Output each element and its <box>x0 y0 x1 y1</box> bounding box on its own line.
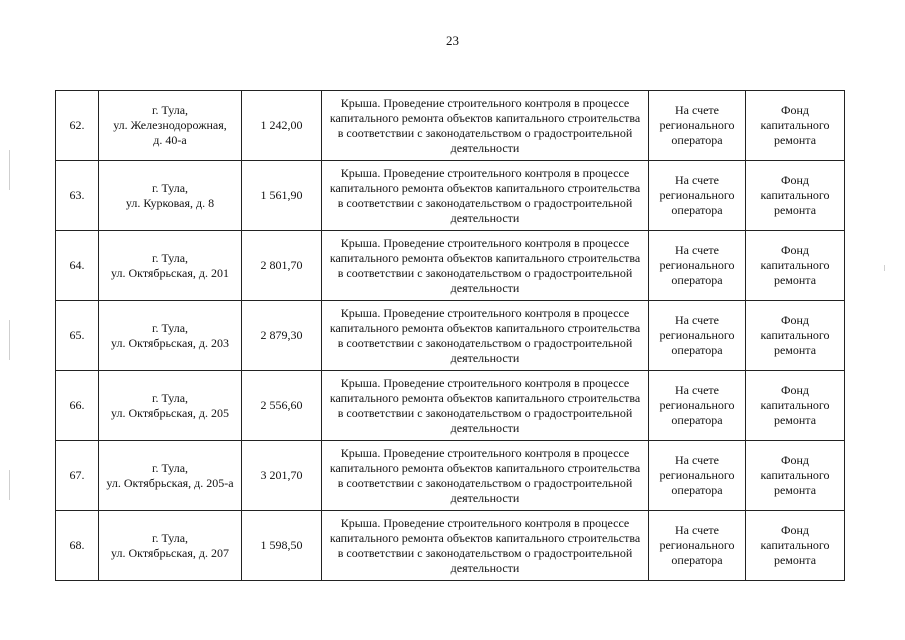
row-number: 63. <box>56 161 99 231</box>
table-row <box>56 91 845 161</box>
funding-source-cell <box>746 441 845 511</box>
source-line-3: ремонта <box>773 273 817 287</box>
account-line-2: регионального <box>659 188 735 202</box>
address-cell <box>99 161 242 231</box>
account-line-2: регионального <box>659 328 735 342</box>
area-cell: 1 561,90 <box>242 161 322 231</box>
row-number: 68. <box>56 511 99 581</box>
area-cell: 2 556,60 <box>242 371 322 441</box>
account-line-1: На счете <box>674 313 719 327</box>
source-line-1: Фонд <box>780 313 809 327</box>
source-line-2: капитального <box>760 468 830 482</box>
address-cell <box>99 301 242 371</box>
area-cell: 2 801,70 <box>242 231 322 301</box>
address-city: г. Тула, <box>151 250 189 265</box>
account-cell <box>649 91 746 161</box>
work-description-cell: Крыша. Проведение строительного контроля в процессе капитального ремонта объектов капитального строительства в соответствии с законодательством о градостроительной деятельности <box>322 511 649 581</box>
table-row <box>56 371 845 441</box>
address-street: ул. Октябрьская, д. 205 <box>111 405 229 420</box>
account-cell <box>649 161 746 231</box>
funding-source-cell <box>746 371 845 441</box>
repair-works-table <box>55 90 845 581</box>
source-line-2: капитального <box>760 398 830 412</box>
area-cell: 3 201,70 <box>242 441 322 511</box>
address-city: г. Тула, <box>151 180 189 195</box>
address-street: ул. Октябрьская, д. 203 <box>111 335 229 350</box>
funding-source-cell <box>746 301 845 371</box>
account-line-2: регионального <box>659 398 735 412</box>
funding-source-cell <box>746 231 845 301</box>
address-street: ул. Курковая, д. 8 <box>125 195 215 210</box>
source-line-1: Фонд <box>780 523 809 537</box>
page-number: 23 <box>446 33 459 48</box>
source-line-3: ремонта <box>773 203 817 217</box>
scan-mark-right-1 <box>884 265 885 271</box>
table-row <box>56 161 845 231</box>
account-cell <box>649 301 746 371</box>
source-line-1: Фонд <box>780 453 809 467</box>
account-line-3: оператора <box>671 273 723 287</box>
scan-mark-left-2 <box>9 320 10 360</box>
address-cell <box>99 231 242 301</box>
account-line-1: На счете <box>674 523 719 537</box>
work-description-cell: Крыша. Проведение строительного контроля в процессе капитального ремонта объектов капитального строительства в соответствии с законодательством о градостроительной деятельности <box>322 161 649 231</box>
source-line-1: Фонд <box>780 173 809 187</box>
source-line-1: Фонд <box>780 243 809 257</box>
table-row <box>56 301 845 371</box>
account-line-3: оператора <box>671 133 723 147</box>
row-number: 65. <box>56 301 99 371</box>
address-city: г. Тула, <box>151 530 189 545</box>
address-cell <box>99 371 242 441</box>
address-city: г. Тула, <box>151 103 189 117</box>
work-description-cell: Крыша. Проведение строительного контроля в процессе капитального ремонта объектов капитального строительства в соответствии с законодательством о градостроительной деятельности <box>322 371 649 441</box>
account-line-1: На счете <box>674 173 719 187</box>
account-cell <box>649 441 746 511</box>
work-description-cell: Крыша. Проведение строительного контроля в процессе капитального ремонта объектов капитального строительства в соответствии с законодательством о градостроительной деятельности <box>322 301 649 371</box>
source-line-3: ремонта <box>773 133 817 147</box>
address-city: г. Тула, <box>151 460 189 475</box>
account-cell <box>649 371 746 441</box>
scan-mark-left-3 <box>9 470 10 500</box>
account-line-3: оператора <box>671 343 723 357</box>
source-line-3: ремонта <box>773 483 817 497</box>
source-line-2: капитального <box>760 538 830 552</box>
work-description-cell: Крыша. Проведение строительного контроля в процессе капитального ремонта объектов капитального строительства в соответствии с законодательством о градостроительной деятельности <box>322 441 649 511</box>
area-cell: 1 598,50 <box>242 511 322 581</box>
address-house: д. 40-а <box>153 133 187 147</box>
area-cell: 1 242,00 <box>242 91 322 161</box>
source-line-2: капитального <box>760 258 830 272</box>
source-line-1: Фонд <box>780 103 809 117</box>
address-street: ул. Октябрьская, д. 201 <box>111 265 229 280</box>
scan-mark-left-1 <box>9 150 10 190</box>
account-line-2: регионального <box>659 118 735 132</box>
table-row <box>56 511 845 581</box>
source-line-3: ремонта <box>773 553 817 567</box>
source-line-1: Фонд <box>780 383 809 397</box>
address-street: ул. Октябрьская, д. 205-а <box>106 475 234 490</box>
account-cell <box>649 511 746 581</box>
account-line-3: оператора <box>671 553 723 567</box>
account-line-3: оператора <box>671 483 723 497</box>
account-line-2: регионального <box>659 538 735 552</box>
address-cell <box>99 441 242 511</box>
account-line-1: На счете <box>674 103 719 117</box>
account-line-1: На счете <box>674 383 719 397</box>
account-line-1: На счете <box>674 453 719 467</box>
account-line-2: регионального <box>659 468 735 482</box>
row-number: 62. <box>56 91 99 161</box>
area-cell: 2 879,30 <box>242 301 322 371</box>
address-street: ул. Железнодорожная, <box>113 118 227 132</box>
table-row <box>56 231 845 301</box>
table-row <box>56 441 845 511</box>
row-number: 64. <box>56 231 99 301</box>
account-line-3: оператора <box>671 413 723 427</box>
funding-source-cell <box>746 511 845 581</box>
source-line-2: капитального <box>760 328 830 342</box>
account-cell <box>649 231 746 301</box>
address-cell <box>99 511 242 581</box>
source-line-2: капитального <box>760 118 830 132</box>
address-city: г. Тула, <box>151 320 189 335</box>
account-line-2: регионального <box>659 258 735 272</box>
address-city: г. Тула, <box>151 390 189 405</box>
row-number: 67. <box>56 441 99 511</box>
address-street: ул. Октябрьская, д. 207 <box>111 545 229 560</box>
work-description-cell: Крыша. Проведение строительного контроля в процессе капитального ремонта объектов капитального строительства в соответствии с законодательством о градостроительной деятельности <box>322 91 649 161</box>
funding-source-cell <box>746 161 845 231</box>
funding-source-cell <box>746 91 845 161</box>
row-number: 66. <box>56 371 99 441</box>
source-line-3: ремонта <box>773 343 817 357</box>
account-line-1: На счете <box>674 243 719 257</box>
account-line-3: оператора <box>671 203 723 217</box>
source-line-2: капитального <box>760 188 830 202</box>
source-line-3: ремонта <box>773 413 817 427</box>
work-description-cell: Крыша. Проведение строительного контроля в процессе капитального ремонта объектов капитального строительства в соответствии с законодательством о градостроительной деятельности <box>322 231 649 301</box>
address-cell <box>99 91 242 161</box>
